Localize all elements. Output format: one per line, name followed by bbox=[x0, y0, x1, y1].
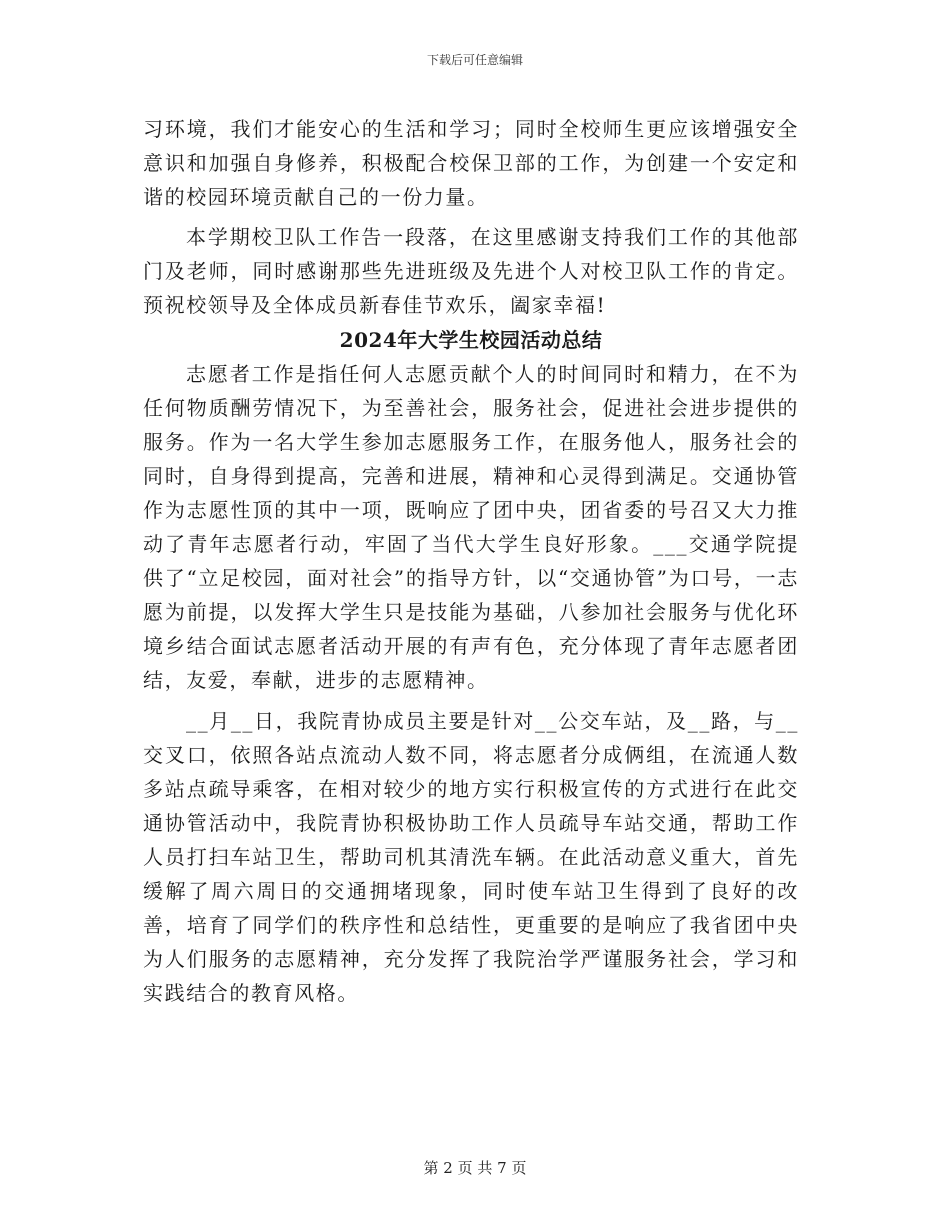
page-number: 第 2 页 共 7 页 bbox=[423, 1159, 527, 1177]
section-title: 2024年大学生校园活动总结 bbox=[339, 327, 603, 352]
paragraph-traffic-activity: __月__日，我院青协成员主要是针对__公交车站，及__路，与__交叉口，依照各站点流动人数不同，将志愿者分成俩组，在流通人数多站点疏导乘客，在相对较少的地方实行积极宣传的方式进行在此交通协管活动中，我院青协积极协助工作人员疏导车站交通，帮助工作人员打扫车站卫生，帮助司机其清洗车辆。在此活动意义重大，首先缓解了周六周日的交通拥堵现象，同时使车站卫生得到了良好的改善，培育了同学们的秩序性和总结性，更重要的是响应了我省团中央为人们服务的志愿精神，充分发挥了我院治学严谨服务社会，学习和实践结合的教育风格。 bbox=[143, 708, 799, 1006]
page-header: 下载后可任意编辑 bbox=[426, 53, 523, 67]
paragraph-continuation: 习环境，我们才能安心的生活和学习；同时全校师生更应该增强安全意识和加强自身修养，积极配合校保卫部的工作，为创建一个安定和谐的校园环境贡献自己的一份力量。 bbox=[143, 117, 799, 210]
document-body bbox=[143, 112, 799, 1010]
paragraph-thanks: 本学期校卫队工作告一段落，在这里感谢支持我们工作的其他部门及老师，同时感谢那些先进班级及先进个人对校卫队工作的肯定。预祝校领导及全体成员新春佳节欢乐，阖家幸福! bbox=[143, 225, 799, 318]
paragraph-volunteer-intro: 志愿者工作是指任何人志愿贡献个人的时间同时和精力，在不为任何物质酬劳情况下，为至善社会，服务社会，促进社会进步提供的服务。作为一名大学生参加志愿服务工作，在服务他人，服务社会的同时，自身得到提高，完善和进展，精神和心灵得到满足。交通协管作为志愿性顶的其中一项，既响应了团中央，团省委的号召又大力推动了青年志愿者行动，牢固了当代大学生良好形象。___交通学院提供了“立足校园，面对社会”的指导方针，以“交通协管”为口号，一志愿为前提，以发挥大学生只是技能为基础，八参加社会服务与优化环境乡结合面试志愿者活动开展的有声有色，充分体现了青年志愿者团结，友爱，奉献，进步的志愿精神。 bbox=[143, 361, 799, 693]
